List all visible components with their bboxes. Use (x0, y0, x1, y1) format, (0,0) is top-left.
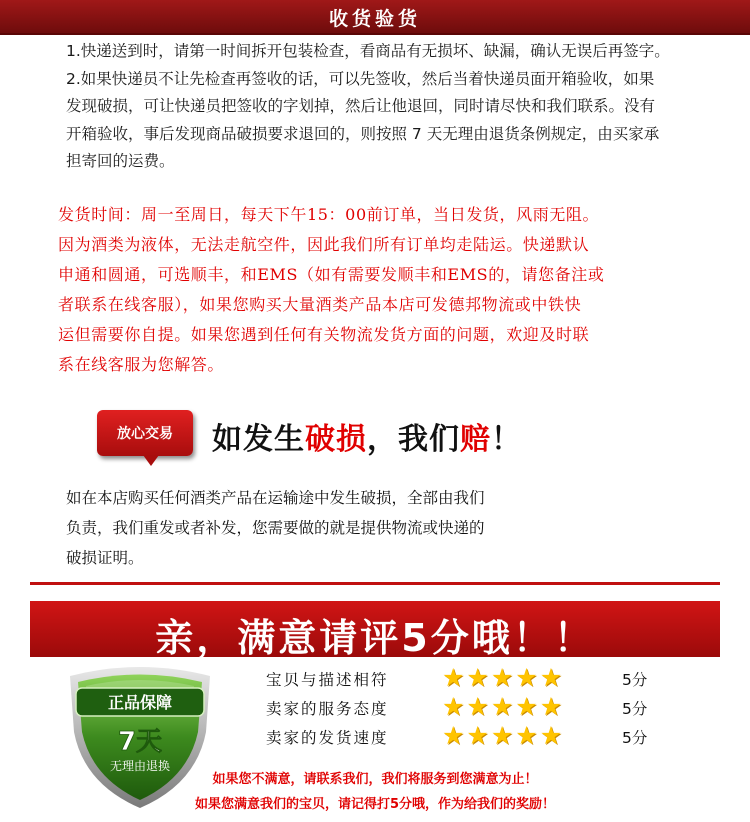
rating-label: 宝贝与描述相符 (266, 671, 389, 689)
star-icon: ★ (515, 692, 538, 721)
star-icon: ★ (515, 663, 538, 692)
shield-icon (56, 662, 224, 812)
shield-top-label: 正品保障 (107, 693, 173, 712)
header-banner (0, 0, 750, 35)
footer-line-2: 如果您满意我们的宝贝，请记得打5分哦，作为给我们的奖励！ (194, 797, 556, 812)
star-icon: ★ (442, 663, 465, 692)
shield-big-label: 7天 (117, 727, 163, 757)
star-icon: ★ (442, 721, 465, 750)
damage-guarantee-headline (212, 414, 522, 458)
guarantee-text: 如发生 (212, 422, 305, 457)
inspection-instructions (66, 38, 726, 176)
notice-line: 申通和圆通，可选顺丰，和EMS（如有需要发顺丰和EMS的，请您备注或 (58, 265, 605, 284)
trust-badge-label: 放心交易 (117, 426, 173, 442)
star-icon: ★ (515, 721, 538, 750)
rating-score: 5分 (622, 729, 648, 747)
star-icon: ★ (539, 721, 563, 750)
star-icon: ★ (490, 721, 514, 750)
star-rating (442, 664, 564, 691)
guarantee-highlight: 破损 (305, 422, 367, 457)
instruction-line: 发现破损，可让快递员把签收的字划掉，然后让他退回，同时请尽快和我们联系。没有 (66, 97, 656, 115)
ratings-list (266, 664, 686, 751)
rating-row (266, 722, 686, 751)
pledge-line: 如在本店购买任何酒类产品在运输途中发生破损，全部由我们 (66, 489, 485, 507)
notice-line: 系在线客服为您解答。 (58, 355, 225, 374)
footer-line-1: 如果您不满意，请联系我们，我们将服务到您满意为止！ (212, 772, 538, 787)
star-icon: ★ (442, 692, 465, 721)
notice-line: 因为酒类为液体，无法走航空件，因此我们所有订单均走陆运。快递默认 (58, 235, 590, 254)
notice-line: 者联系在线客服），如果您购买大量酒类产品本店可发德邦物流或中铁快 (58, 295, 582, 314)
rating-label: 卖家的发货速度 (266, 729, 389, 747)
star-icon: ★ (539, 692, 563, 721)
star-icon: ★ (490, 663, 514, 692)
rating-request-banner (30, 601, 720, 660)
star-icon: ★ (539, 663, 563, 692)
rating-label: 卖家的服务态度 (266, 700, 389, 718)
shipping-notice (58, 200, 724, 380)
star-rating (442, 722, 564, 749)
trust-badge (97, 410, 193, 456)
notice-line: 运但需要你自提。如果您遇到任何有关物流发货方面的问题，欢迎及时联 (58, 325, 590, 344)
pledge-line: 负责，我们重发或者补发，您需要做的就是提供物流或快递的 (66, 519, 485, 537)
instruction-line: 开箱验收，事后发现商品破损要求退回的，则按照 7 天无理由退货条例规定，由买家承 (66, 124, 660, 143)
damage-pledge (66, 483, 686, 573)
rating-request-text: 亲，满意请评5分哦！！ (155, 616, 595, 660)
guarantee-text: ！ (491, 422, 522, 457)
star-icon: ★ (466, 692, 489, 721)
star-icon: ★ (490, 692, 514, 721)
star-icon: ★ (466, 663, 489, 692)
shield-bottom-label: 无理由退换 (109, 759, 171, 773)
guarantee-text: ，我们 (367, 422, 460, 457)
instruction-line: 1.快递送到时，请第一时间拆开包装检查，看商品有无损坏、缺漏，确认无误后再签字。 (66, 42, 670, 60)
rating-score: 5分 (622, 700, 648, 718)
star-icon: ★ (466, 721, 489, 750)
page-title: 收货验货 (328, 8, 421, 30)
instruction-line: 担寄回的运费。 (66, 152, 175, 170)
notice-line: 发货时间：周一至周日，每天下午15：00前订单，当日发货，风雨无阻。 (58, 205, 600, 224)
section-divider (30, 582, 720, 585)
guarantee-highlight: 赔 (460, 422, 491, 457)
rating-score: 5分 (622, 671, 648, 689)
rating-row (266, 664, 686, 693)
star-rating (442, 693, 564, 720)
pledge-line: 破损证明。 (66, 549, 144, 567)
rating-row (266, 693, 686, 722)
instruction-line: 2.如果快递员不让先检查再签收的话，可以先签收，然后当着快递员面开箱验收，如果 (66, 69, 655, 88)
